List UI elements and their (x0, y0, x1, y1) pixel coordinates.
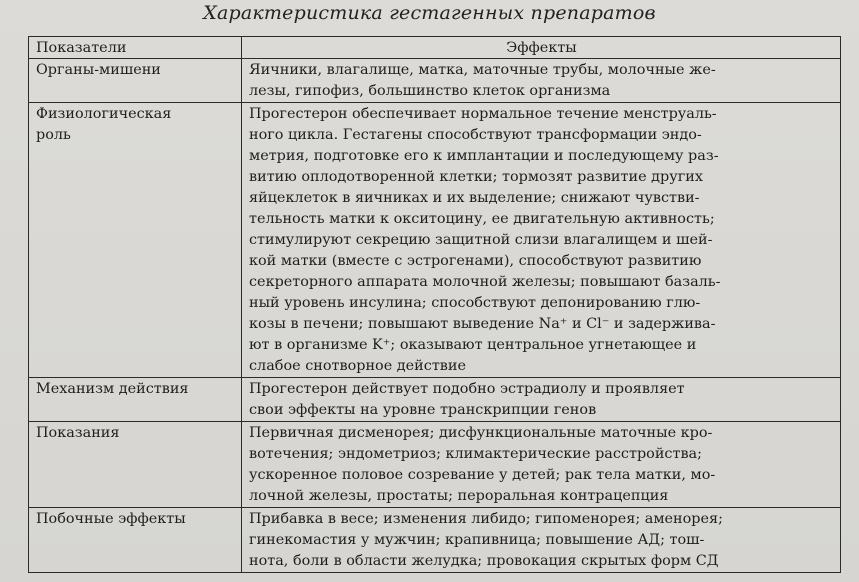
row-text-physiological-role (242, 103, 841, 378)
text-line: козы в печени; повышают выведение Na⁺ и Cl⁻ и задержива- (249, 316, 716, 332)
text-line: лезы, гипофиз, большинство клеток организма (249, 83, 611, 99)
row-text-target-organs (242, 59, 841, 103)
row-text-indications (242, 422, 841, 508)
text-line: нота, боли в области желудка; провокация скрытых форм СД (249, 553, 719, 569)
text-line: Первичная дисменорея; дисфункциональные маточные кро- (249, 425, 713, 441)
table-row (29, 508, 841, 573)
text-line: ют в организме K⁺; оказывают центральное угнетающее и (249, 337, 697, 353)
text-line: слабое снотворное действие (249, 358, 466, 374)
row-label-target-organs: Органы-мишени (29, 59, 242, 103)
row-label-physiological-role (29, 103, 242, 378)
text-line: Прогестерон обеспечивает нормальное течение менструаль- (249, 106, 717, 122)
table-row (29, 422, 841, 508)
table-row (29, 59, 841, 103)
text-line: витию оплодотворенной клетки; тормозят развитие других (249, 169, 703, 185)
text-line: Прогестерон действует подобно эстрадиолу и проявляет (249, 381, 685, 397)
label-line: Физиологическая (36, 106, 172, 122)
text-line: секреторного аппарата молочной железы; повышают базаль- (249, 274, 721, 290)
text-line: кой матки (вместе с эстрогенами), способствуют развитию (249, 253, 702, 269)
row-label-side-effects: Побочные эффекты (29, 508, 242, 573)
text-line: вотечения; эндометриоз; климактерические расстройства; (249, 446, 702, 462)
text-line: метрия, подготовке его к имплантации и последующему раз- (249, 148, 719, 164)
row-label-mechanism: Механизм действия (29, 378, 242, 422)
text-line: тельность матки к окситоцину, ее двигательную активность; (249, 211, 715, 227)
table-header-row (29, 37, 841, 59)
row-text-side-effects (242, 508, 841, 573)
text-line: ускоренное половое созревание у детей; рак тела матки, мо- (249, 467, 716, 483)
gestagen-table (28, 36, 841, 573)
table-row (29, 378, 841, 422)
text-line: Яичники, влагалище, матка, маточные трубы, молочные же- (249, 62, 716, 78)
text-line: Прибавка в весе; изменения либидо; гипоменорея; аменорея; (249, 511, 723, 527)
table-title: Характеристика гестагенных препаратов (203, 2, 656, 24)
text-line: свои эффекты на уровне транскрипции генов (249, 402, 597, 418)
text-line: гинекомастия у мужчин; крапивница; повышение АД; тош- (249, 532, 705, 548)
text-line: стимулируют секрецию защитной слизи влагалищем и шей- (249, 232, 713, 248)
header-indicators: Показатели (29, 37, 242, 59)
table-row (29, 103, 841, 378)
text-line: яйцеклеток в яичниках и их выделение; снижают чувстви- (249, 190, 700, 206)
text-line: ного цикла. Гестагены способствуют трансформации эндо- (249, 127, 702, 143)
row-label-indications: Показания (29, 422, 242, 508)
row-text-mechanism (242, 378, 841, 422)
label-line: роль (36, 127, 71, 143)
text-line: ный уровень инсулина; способствуют депонированию глю- (249, 295, 701, 311)
header-effects: Эффекты (242, 37, 841, 59)
text-line: лочной железы, простаты; пероральная контрацепция (249, 488, 669, 504)
